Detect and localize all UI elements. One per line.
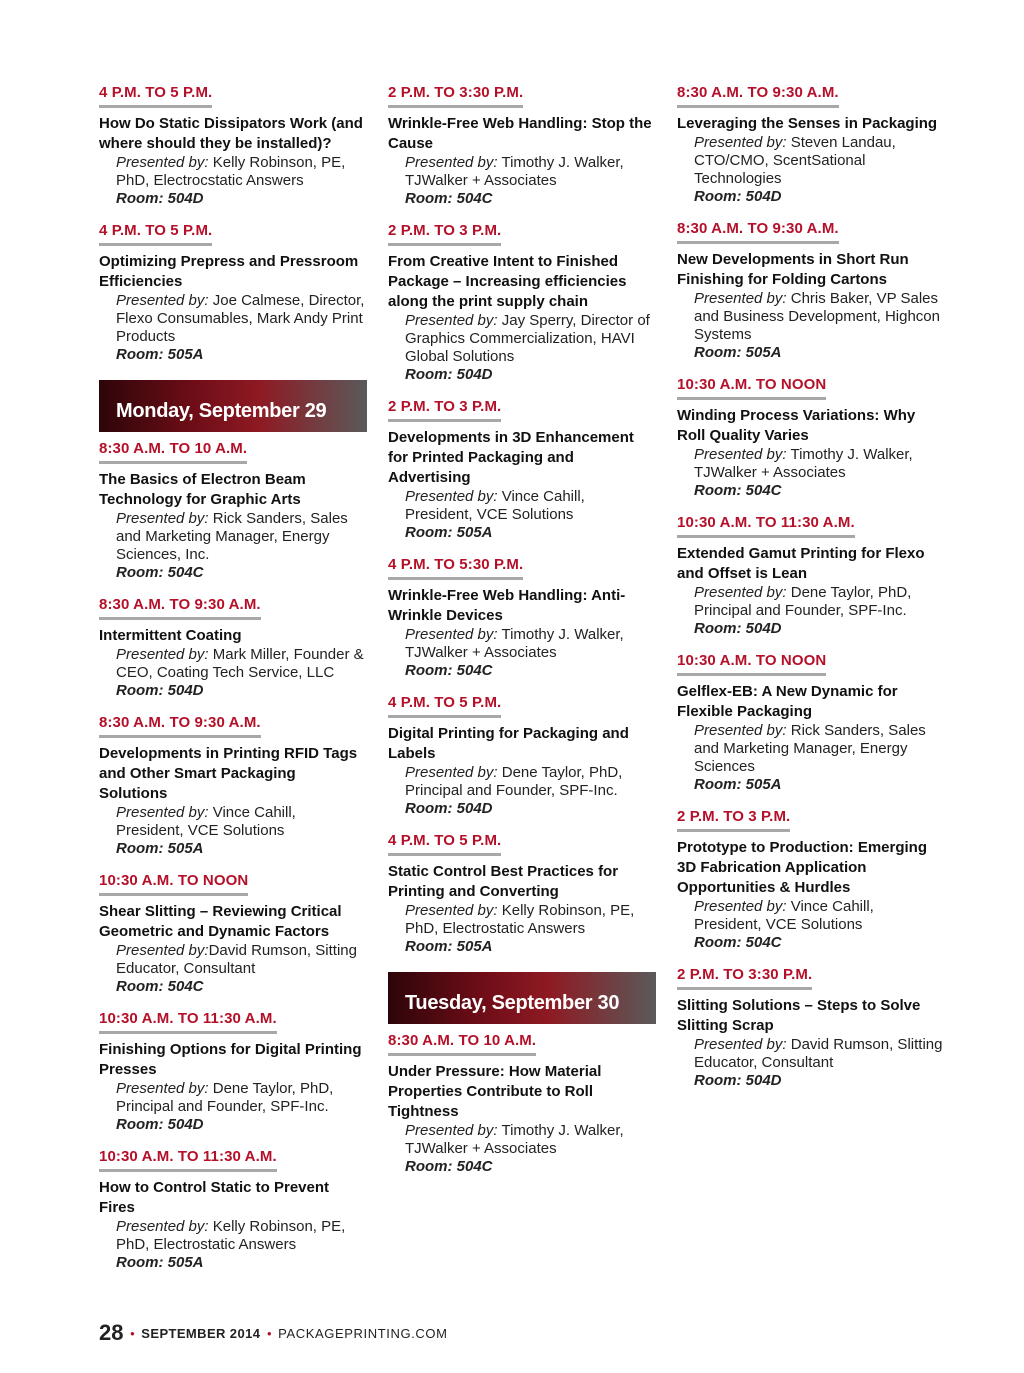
session-title: The Basics of Electron Beam Technology for Graphic Arts: [99, 471, 306, 508]
session-room: Room: 505A: [694, 344, 782, 361]
session-room: Room: 504D: [116, 1116, 204, 1133]
presenter-name: David Rumson, Slitting Educator, Consultant: [694, 1036, 943, 1071]
presenter-name: Kelly Robinson, PE, PhD, Electrostatic Answers: [405, 902, 635, 937]
presenter-name: Timothy J. Walker, TJWalker + Associates: [405, 154, 624, 189]
session-time: 4 P.M. TO 5 P.M.: [99, 84, 212, 108]
session-presenter: [116, 804, 367, 840]
session-title: Developments in 3D Enhancement for Printed Packaging and Advertising: [388, 429, 634, 486]
session-presenter: [116, 292, 367, 346]
session-presenter: [694, 722, 945, 776]
page-number: 28: [99, 1320, 124, 1345]
presenter-name: Timothy J. Walker, TJWalker + Associates: [405, 1122, 624, 1157]
session-room: Room: 504D: [116, 190, 204, 207]
website-link[interactable]: PACKAGEPRINTING.COM: [278, 1326, 448, 1341]
presenter-label: Presented by:: [694, 446, 787, 463]
presenter-name: Steven Landau, CTO/CMO, ScentSational Technologies: [694, 134, 896, 187]
session-title: How to Control Static to Prevent Fires: [99, 1179, 330, 1216]
presenter-label: Presented by:: [116, 1080, 209, 1097]
session-presenter: [116, 1080, 367, 1116]
session-title: Finishing Options for Digital Printing Presses: [99, 1041, 362, 1078]
session-time: 4 P.M. TO 5 P.M.: [99, 222, 212, 246]
session-presenter: [405, 764, 656, 800]
session-time: 10:30 A.M. TO 11:30 A.M.: [99, 1010, 277, 1034]
session-item: [99, 596, 367, 700]
schedule-column-3: [677, 84, 945, 1104]
presenter-name: Vince Cahill, President, VCE Solutions: [405, 488, 585, 523]
session-title: Static Control Best Practices for Printing and Converting: [388, 863, 619, 900]
presenter-label: Presented by:: [405, 764, 498, 781]
session-room: Room: 505A: [405, 938, 493, 955]
footer-bullet: •: [266, 1326, 272, 1341]
session-title: How Do Static Dissipators Work (and where should they be installed)?: [99, 115, 363, 152]
session-title: Wrinkle-Free Web Handling: Stop the Cause: [388, 115, 652, 152]
presenter-label: Presented by:: [694, 584, 787, 601]
session-time: 4 P.M. TO 5:30 P.M.: [388, 556, 523, 580]
day-banner: Monday, September 29: [99, 380, 367, 432]
session-presenter: [405, 488, 656, 524]
session-room: Room: 504D: [694, 188, 782, 205]
session-presenter: [116, 942, 367, 978]
presenter-name: Dene Taylor, PhD, Principal and Founder, SPF-Inc.: [694, 584, 912, 619]
presenter-name: Jay Sperry, Director of Graphics Commercialization, HAVI Global Solutions: [405, 312, 650, 365]
presenter-label: Presented by:: [116, 804, 209, 821]
session-item: [677, 808, 945, 952]
session-item: [677, 652, 945, 794]
session-presenter: [694, 290, 945, 344]
session-title: Digital Printing for Packaging and Labels: [388, 725, 629, 762]
footer-bullet: •: [130, 1326, 135, 1341]
presenter-label: Presented by:: [405, 312, 498, 329]
session-room: Room: 505A: [694, 776, 782, 793]
session-item: [388, 398, 656, 542]
session-presenter: [116, 1218, 367, 1254]
session-room: Room: 504C: [694, 934, 782, 951]
session-room: Room: 504C: [405, 662, 493, 679]
presenter-label: Presented by:: [405, 154, 498, 171]
session-time: 2 P.M. TO 3 P.M.: [677, 808, 790, 832]
presenter-name: Dene Taylor, PhD, Principal and Founder, SPF-Inc.: [405, 764, 623, 799]
presenter-label: Presented by:: [116, 154, 209, 171]
session-time: 8:30 A.M. TO 9:30 A.M.: [677, 220, 839, 244]
presenter-name: Kelly Robinson, PE, PhD, Electrostatic Answers: [116, 1218, 346, 1253]
session-room: Room: 504D: [405, 800, 493, 817]
session-title: Wrinkle-Free Web Handling: Anti-Wrinkle Devices: [388, 587, 626, 624]
presenter-label: Presented by:: [116, 292, 209, 309]
session-time: 8:30 A.M. TO 10 A.M.: [388, 1032, 536, 1056]
session-time: 4 P.M. TO 5 P.M.: [388, 832, 501, 856]
presenter-name: Joe Calmese, Director, Flexo Consumables, Mark Andy Print Products: [116, 292, 365, 345]
session-title: Developments in Printing RFID Tags and Other Smart Packaging Solutions: [99, 745, 358, 802]
session-presenter: [116, 646, 367, 682]
session-item: [99, 1148, 367, 1272]
session-time: 4 P.M. TO 5 P.M.: [388, 694, 501, 718]
session-title: Optimizing Prepress and Pressroom Efficiencies: [99, 253, 359, 290]
session-item: [388, 222, 656, 384]
presenter-label: Presented by:: [405, 902, 498, 919]
session-time: 10:30 A.M. TO NOON: [677, 376, 826, 400]
session-time: 8:30 A.M. TO 10 A.M.: [99, 440, 247, 464]
session-title: Prototype to Production: Emerging 3D Fabrication Application Opportunities & Hurdles: [677, 839, 927, 896]
session-title: Shear Slitting – Reviewing Critical Geometric and Dynamic Factors: [99, 903, 342, 940]
presenter-label: Presented by:: [694, 290, 787, 307]
session-item: [677, 84, 945, 206]
session-presenter: [116, 510, 367, 564]
session-presenter: [405, 626, 656, 662]
presenter-name: Kelly Robinson, PE, PhD, Electrocstatic Answers: [116, 154, 346, 189]
presenter-label: Presented by:: [694, 898, 787, 915]
session-time: 10:30 A.M. TO NOON: [677, 652, 826, 676]
day-banner: Tuesday, September 30: [388, 972, 656, 1024]
session-time: 8:30 A.M. TO 9:30 A.M.: [99, 596, 261, 620]
presenter-label: Presented by:: [116, 942, 209, 959]
presenter-name: Timothy J. Walker, TJWalker + Associates: [405, 626, 624, 661]
session-room: Room: 504C: [405, 190, 493, 207]
session-item: [677, 966, 945, 1090]
presenter-name: Timothy J. Walker, TJWalker + Associates: [694, 446, 913, 481]
session-presenter: [405, 902, 656, 938]
presenter-name: Rick Sanders, Sales and Marketing Manager, Energy Sciences, Inc.: [116, 510, 348, 563]
session-title: From Creative Intent to Finished Package – Increasing efficiencies along the print supply chain: [388, 253, 627, 310]
session-time: 2 P.M. TO 3:30 P.M.: [388, 84, 523, 108]
presenter-label: Presented by:: [405, 626, 498, 643]
presenter-label: Presented by:: [694, 1036, 787, 1053]
session-presenter: [694, 134, 945, 188]
session-presenter: [694, 584, 945, 620]
session-item: [388, 556, 656, 680]
session-item: [677, 376, 945, 500]
session-item: [388, 84, 656, 208]
schedule-column-1: [99, 84, 367, 1286]
session-time: 10:30 A.M. TO 11:30 A.M.: [677, 514, 855, 538]
session-title: Under Pressure: How Material Properties Contribute to Roll Tightness: [388, 1063, 602, 1120]
session-room: Room: 504C: [405, 1158, 493, 1175]
presenter-label: Presented by:: [405, 1122, 498, 1139]
session-title: Gelflex-EB: A New Dynamic for Flexible Packaging: [677, 683, 898, 720]
session-item: [99, 872, 367, 996]
session-item: [677, 220, 945, 362]
presenter-name: Vince Cahill, President, VCE Solutions: [116, 804, 296, 839]
session-room: Room: 504C: [116, 978, 204, 995]
session-room: Room: 504D: [694, 1072, 782, 1089]
session-title: Slitting Solutions – Steps to Solve Slitting Scrap: [677, 997, 921, 1034]
session-presenter: [116, 154, 367, 190]
presenter-label: Presented by:: [116, 646, 209, 663]
session-item: [388, 832, 656, 956]
session-title: Winding Process Variations: Why Roll Quality Varies: [677, 407, 916, 444]
presenter-name: Chris Baker, VP Sales and Business Development, Highcon Systems: [694, 290, 940, 343]
session-room: Room: 504C: [116, 564, 204, 581]
page-footer: [99, 1322, 448, 1345]
session-time: 8:30 A.M. TO 9:30 A.M.: [677, 84, 839, 108]
presenter-label: Presented by:: [694, 134, 787, 151]
session-title: Extended Gamut Printing for Flexo and Offset is Lean: [677, 545, 925, 582]
session-item: [99, 440, 367, 582]
session-item: [99, 714, 367, 858]
session-time: 2 P.M. TO 3:30 P.M.: [677, 966, 812, 990]
issue-date: SEPTEMBER 2014: [141, 1326, 261, 1341]
session-item: [677, 514, 945, 638]
schedule-column-2: [388, 84, 656, 1190]
session-time: 2 P.M. TO 3 P.M.: [388, 398, 501, 422]
session-title: Intermittent Coating: [99, 627, 242, 644]
presenter-label: Presented by:: [116, 510, 209, 527]
session-item: [99, 84, 367, 208]
session-presenter: [694, 446, 945, 482]
session-presenter: [694, 898, 945, 934]
session-item: [388, 694, 656, 818]
session-item: [388, 1032, 656, 1176]
session-room: Room: 505A: [116, 1254, 204, 1271]
presenter-name: David Rumson, Sitting Educator, Consultant: [116, 942, 357, 977]
presenter-label: Presented by:: [694, 722, 787, 739]
presenter-name: Mark Miller, Founder & CEO, Coating Tech Service, LLC: [116, 646, 364, 681]
session-title: Leveraging the Senses in Packaging: [677, 115, 938, 132]
session-presenter: [405, 312, 656, 366]
session-title: New Developments in Short Run Finishing for Folding Cartons: [677, 251, 909, 288]
session-room: Room: 504D: [116, 682, 204, 699]
presenter-label: Presented by:: [116, 1218, 209, 1235]
session-room: Room: 504D: [694, 620, 782, 637]
session-time: 2 P.M. TO 3 P.M.: [388, 222, 501, 246]
session-presenter: [405, 1122, 656, 1158]
session-item: [99, 1010, 367, 1134]
session-room: Room: 504C: [694, 482, 782, 499]
session-room: Room: 504D: [405, 366, 493, 383]
presenter-name: Dene Taylor, PhD, Principal and Founder, SPF-Inc.: [116, 1080, 334, 1115]
presenter-name: Vince Cahill, President, VCE Solutions: [694, 898, 874, 933]
session-room: Room: 505A: [405, 524, 493, 541]
presenter-label: Presented by:: [405, 488, 498, 505]
session-time: 10:30 A.M. TO 11:30 A.M.: [99, 1148, 277, 1172]
session-presenter: [405, 154, 656, 190]
session-room: Room: 505A: [116, 840, 204, 857]
session-room: Room: 505A: [116, 346, 204, 363]
session-time: 8:30 A.M. TO 9:30 A.M.: [99, 714, 261, 738]
presenter-name: Rick Sanders, Sales and Marketing Manager, Energy Sciences: [694, 722, 926, 775]
session-presenter: [694, 1036, 945, 1072]
session-time: 10:30 A.M. TO NOON: [99, 872, 248, 896]
session-item: [99, 222, 367, 364]
